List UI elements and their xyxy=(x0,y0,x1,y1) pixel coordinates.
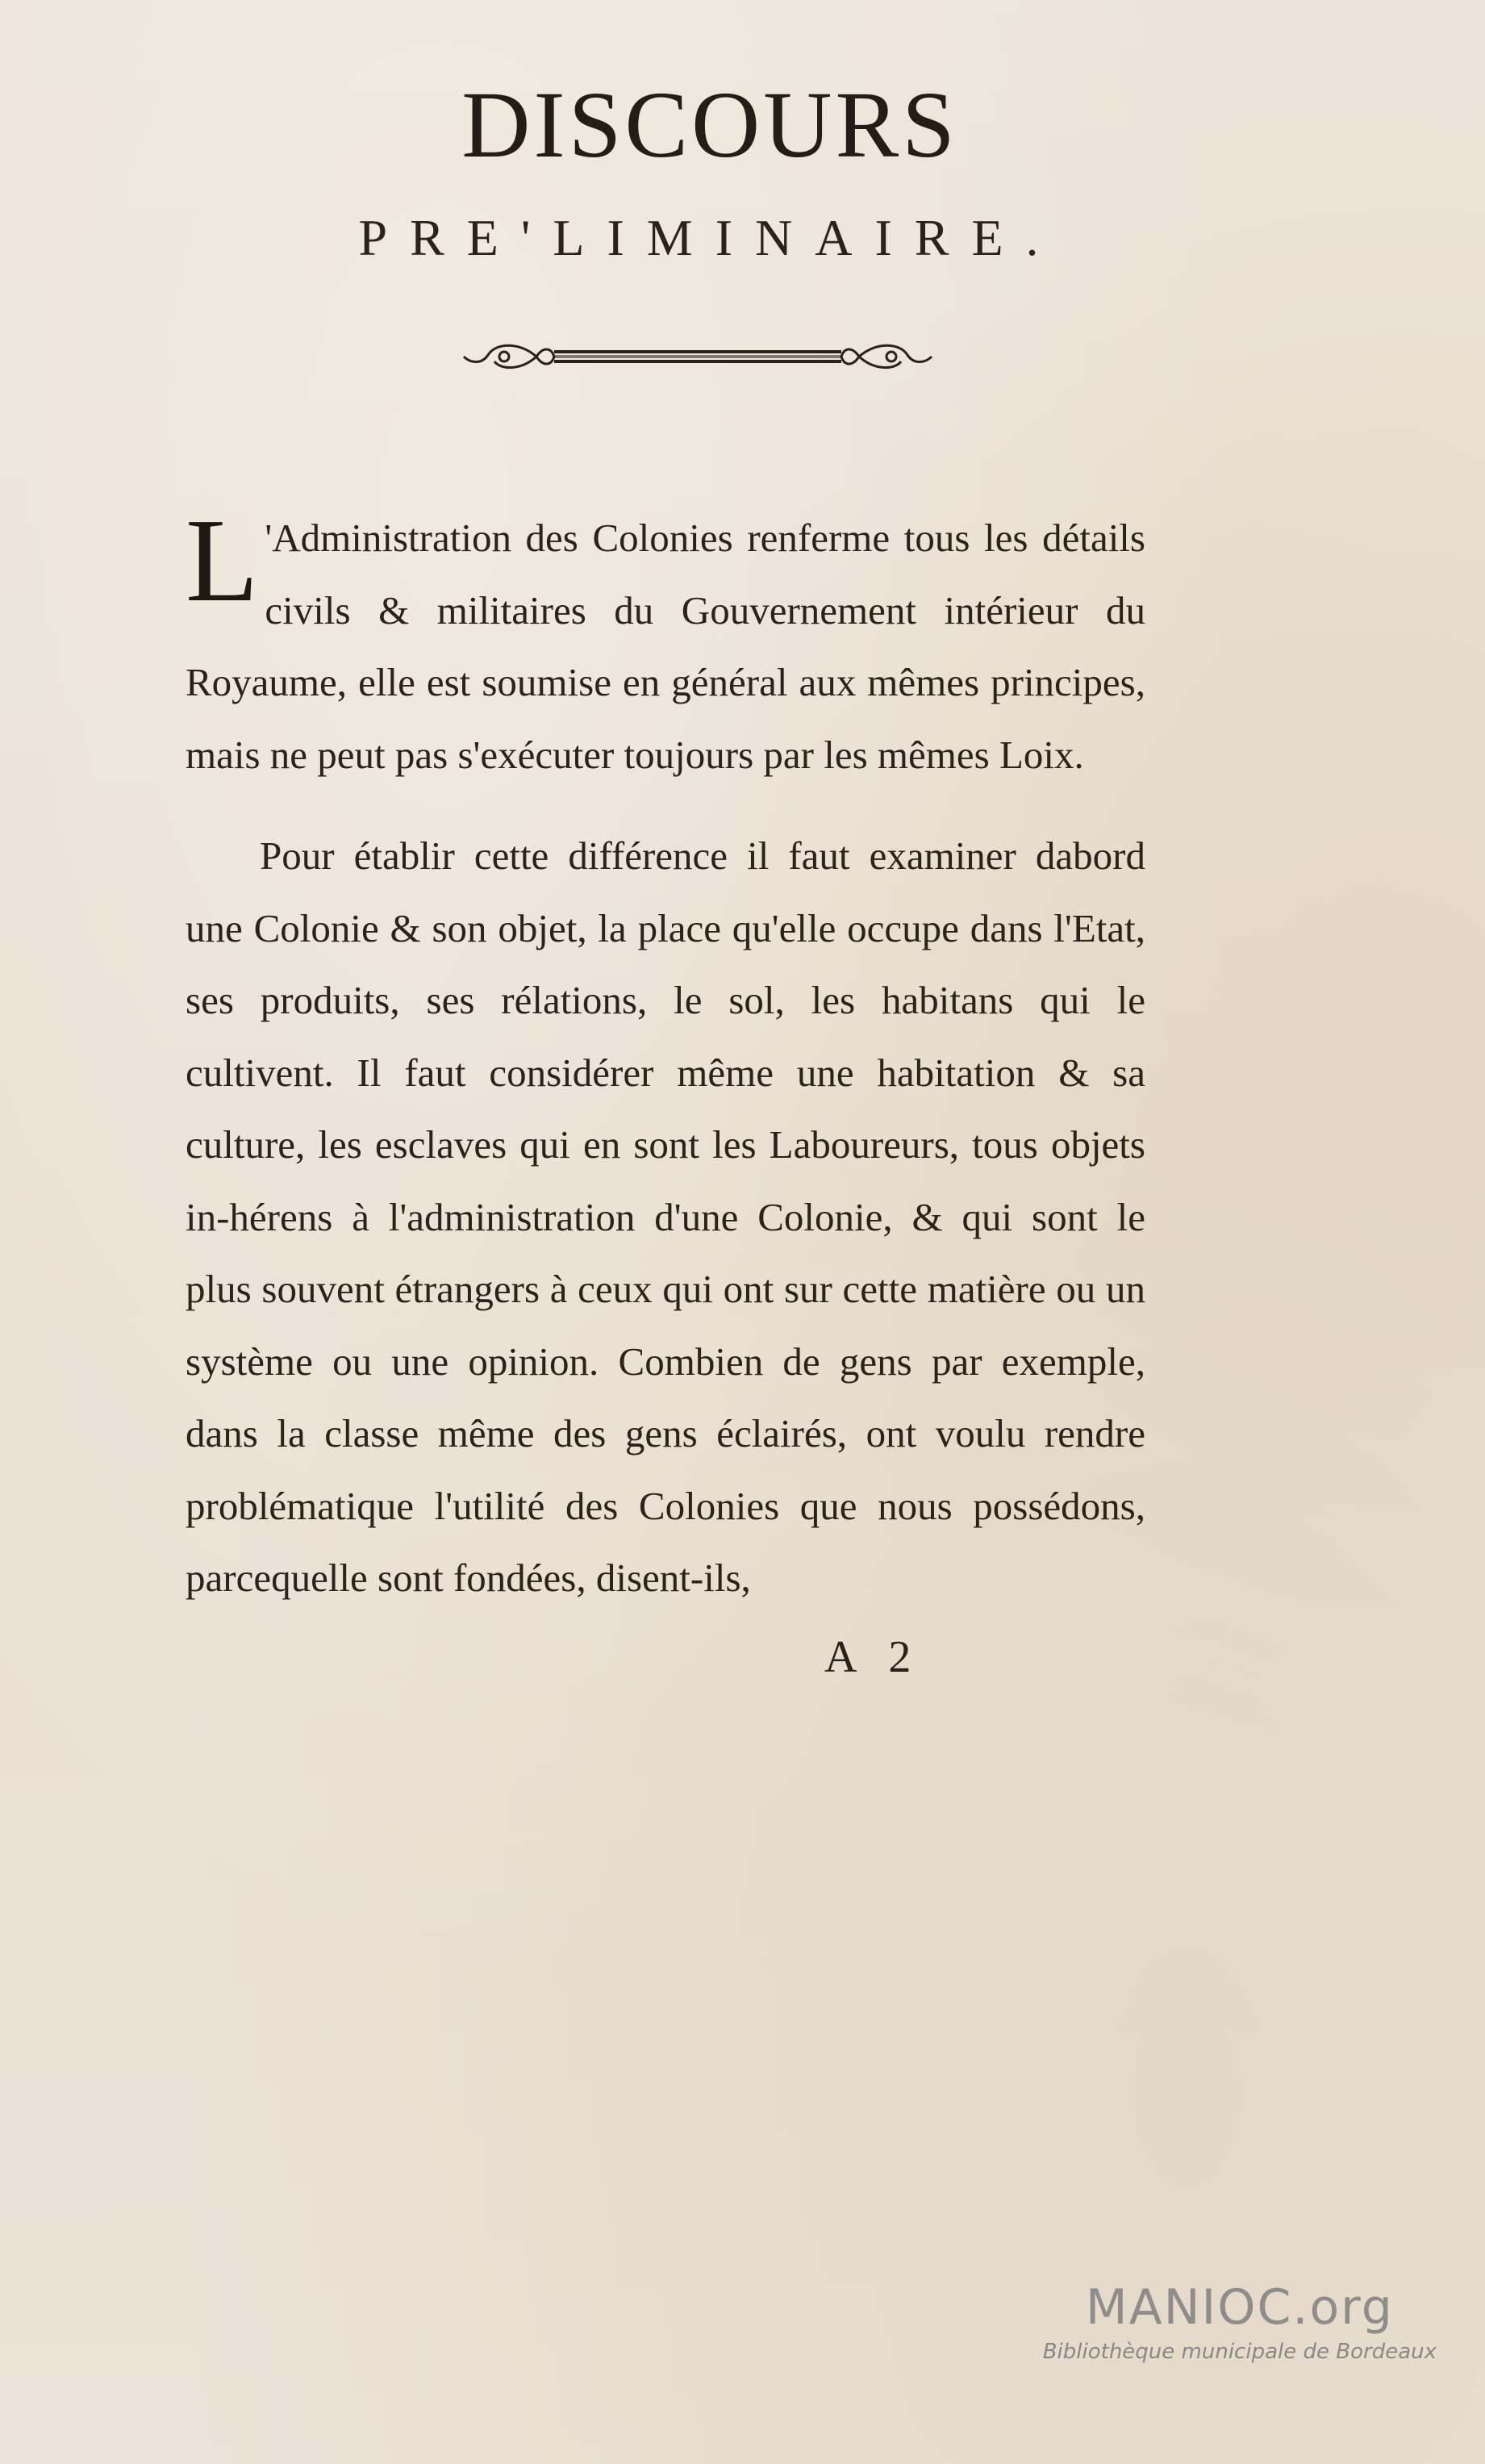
manioc-watermark xyxy=(1043,2279,1437,2368)
drop-cap: L xyxy=(186,495,259,627)
watermark-logo: MANIOC.org xyxy=(1085,2279,1394,2336)
page-subtitle: PRE'LIMINAIRE. xyxy=(358,209,1062,266)
paragraph-2: Pour établir cette différence il faut examiner dabord une Colonie & son objet, la place qu'elle occupe dans l'Etat, ses produits, ses rélations, le sol, les habitans qui le cultivent. Il faut considérer même une habitation & sa culture, les esclaves qui en sont les Laboureurs, tous objets in-hérens à l'administration d'une Colonie, & qui sont le plus souvent étrangers à ceux qui ont sur cette matière ou un système ou une opinion. Combien de gens par exemple, dans la classe même des gens éclairés, ont voulu rendre problématique l'utilité des Colonies que nous possédons, parcequelle sont fondées, disent-ils, xyxy=(186,833,1145,1600)
ornament-divider-icon xyxy=(456,332,940,381)
watermark-library: Bibliothèque municipale de Bordeaux xyxy=(1042,2340,1437,2364)
text-block xyxy=(186,73,1145,1685)
paragraph-1-text: 'Administration des Colonies renferme tous les détails civils & militaires du Gouvernement intérieur du Royaume, elle est soumise en général aux mêmes principes, mais ne peut pas s'exécuter toujours par les mêmes Loix. xyxy=(186,516,1145,777)
page-title: DISCOURS xyxy=(461,72,958,177)
signature-mark: A 2 xyxy=(824,1631,923,1682)
paragraph-1 xyxy=(186,495,1145,791)
body-text xyxy=(186,495,1145,1614)
